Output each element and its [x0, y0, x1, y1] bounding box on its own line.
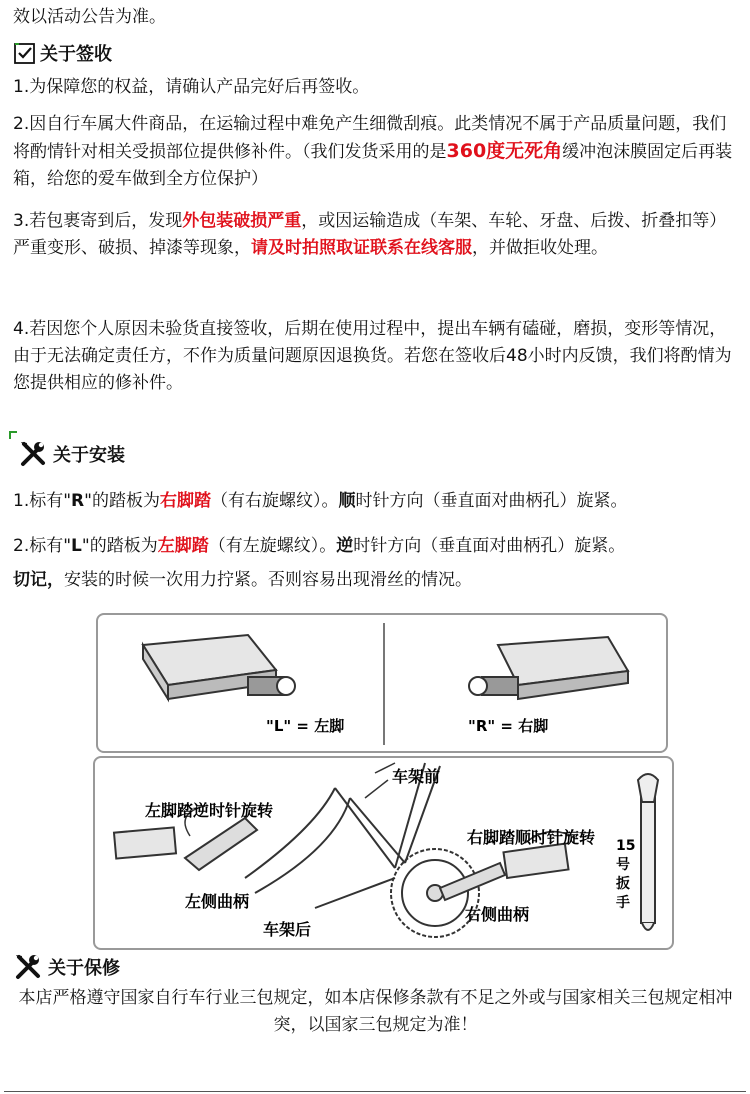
right-pedal-drawing — [469, 637, 628, 699]
sign-title: 关于签收 — [40, 44, 112, 65]
install-l2-text-3: （有左旋螺纹）。 — [208, 536, 337, 556]
install-l2-bold: 逆 — [336, 536, 354, 556]
sign-p3-text-mid: ，或因运输造成（车架、车轮、牙盘、后拨、折叠扣等）严重变形、破损、掉漆等现象， — [13, 211, 727, 258]
checklist-icon — [13, 41, 37, 65]
install-l1 — [13, 488, 738, 515]
install-l2-mark: L — [71, 536, 82, 556]
sign-p4: 4.若因您个人原因未验货直接签收，后期在使用过程中，提出车辆有磕碰，磨损，变形等情况，由于无法确定责任方，不作为质量问题原因退换货。若您在签收后48小时内反馈，我们将酌情为您提供相应的修补件。 — [13, 319, 732, 393]
sign-p2-text-end: 缓冲泡沫膜固定后再装箱，给您的爱车做到全方位保护） — [13, 142, 733, 189]
install-diagram-box — [93, 756, 674, 950]
wrench-label-1: 15 — [616, 838, 636, 854]
install-l1-text: 1.标有" — [13, 491, 72, 511]
install-l1-mark: R — [71, 491, 85, 511]
right-rotate-label: 右脚踏顺时针旋转 — [467, 828, 596, 847]
install-warning — [13, 567, 738, 594]
left-crank-label: 左侧曲柄 — [185, 892, 250, 911]
sign-p3 — [13, 208, 738, 262]
install-heading — [18, 439, 125, 469]
right-crank-label: 右侧曲柄 — [465, 905, 530, 924]
tools-icon — [18, 439, 48, 469]
install-l2-text-2: "的踏板为 — [81, 536, 158, 556]
wrench-label-3: 扳 — [616, 876, 630, 892]
sign-p3-highlight-1: 外包装破损严重 — [182, 211, 302, 231]
install-title: 关于安装 — [53, 445, 125, 466]
install-warning-bold: 切记， — [13, 570, 64, 590]
warranty-text: 本店严格遵守国家自行车行业三包规定，如本店保修条款有不足之外或与国家相关三包规定相冲突，以国家三包规定为准！ — [18, 988, 733, 1035]
bottom-divider — [4, 1091, 746, 1092]
frame-front-label: 车架前 — [392, 767, 441, 786]
top-line: 效以活动公告为准。 — [13, 7, 166, 27]
wrench-label-2: 号 — [616, 857, 630, 873]
tools-icon-2 — [13, 952, 43, 982]
wrench-drawing — [638, 774, 658, 930]
install-l1-text-2: "的踏板为 — [84, 491, 160, 511]
left-pedal-label: "L" = 左脚 — [266, 717, 345, 735]
sign-p3-text-end: ，并做拒收处理。 — [472, 238, 608, 258]
install-warning-text: 安装的时候一次用力拧紧。否则容易出现滑丝的情况。 — [64, 570, 472, 590]
install-l2-text-4: 时针方向（垂直面对曲柄孔）旋紧。 — [353, 536, 626, 556]
sign-p2-highlight: 360度无死角 — [446, 140, 563, 162]
install-l1-bold: 顺 — [338, 491, 356, 511]
install-l1-text-3: （有右旋螺纹）。 — [210, 491, 339, 511]
wrench-label-4: 手 — [616, 895, 630, 911]
pedal-diagram-box — [96, 613, 668, 753]
sign-p1: 1.为保障您的权益，请确认产品完好后再签收。 — [13, 77, 370, 97]
install-l2-highlight: 左脚踏 — [157, 536, 209, 556]
frame-rear-label: 车架后 — [263, 920, 312, 939]
warranty-heading — [13, 952, 120, 982]
sign-p2 — [13, 111, 738, 193]
left-pedal-drawing — [143, 635, 295, 699]
sign-p2-text: 2.因自行车属大件商品，在运输过程中难免产生细微刮痕。此类情况不属于产品质量问题，我们将酌情针对相关受损部位提供修补件。（我们发货采用的是 — [13, 114, 727, 162]
sign-heading — [13, 40, 112, 66]
sign-p3-highlight-2: 请及时拍照取证联系在线客服 — [251, 238, 472, 258]
warranty-title: 关于保修 — [48, 958, 120, 979]
install-l1-highlight: 右脚踏 — [159, 491, 211, 511]
left-rotate-label: 左脚踏逆时针旋转 — [145, 801, 274, 820]
right-pedal-label: "R" = 右脚 — [468, 717, 549, 735]
install-l1-text-4: 时针方向（垂直面对曲柄孔）旋紧。 — [355, 491, 628, 511]
wrench-label — [616, 838, 635, 911]
install-l2 — [13, 533, 738, 560]
install-l2-text: 2.标有" — [13, 536, 72, 556]
corner-mark — [9, 431, 17, 439]
sign-p3-text: 3.若包裹寄到后，发现 — [13, 211, 183, 231]
